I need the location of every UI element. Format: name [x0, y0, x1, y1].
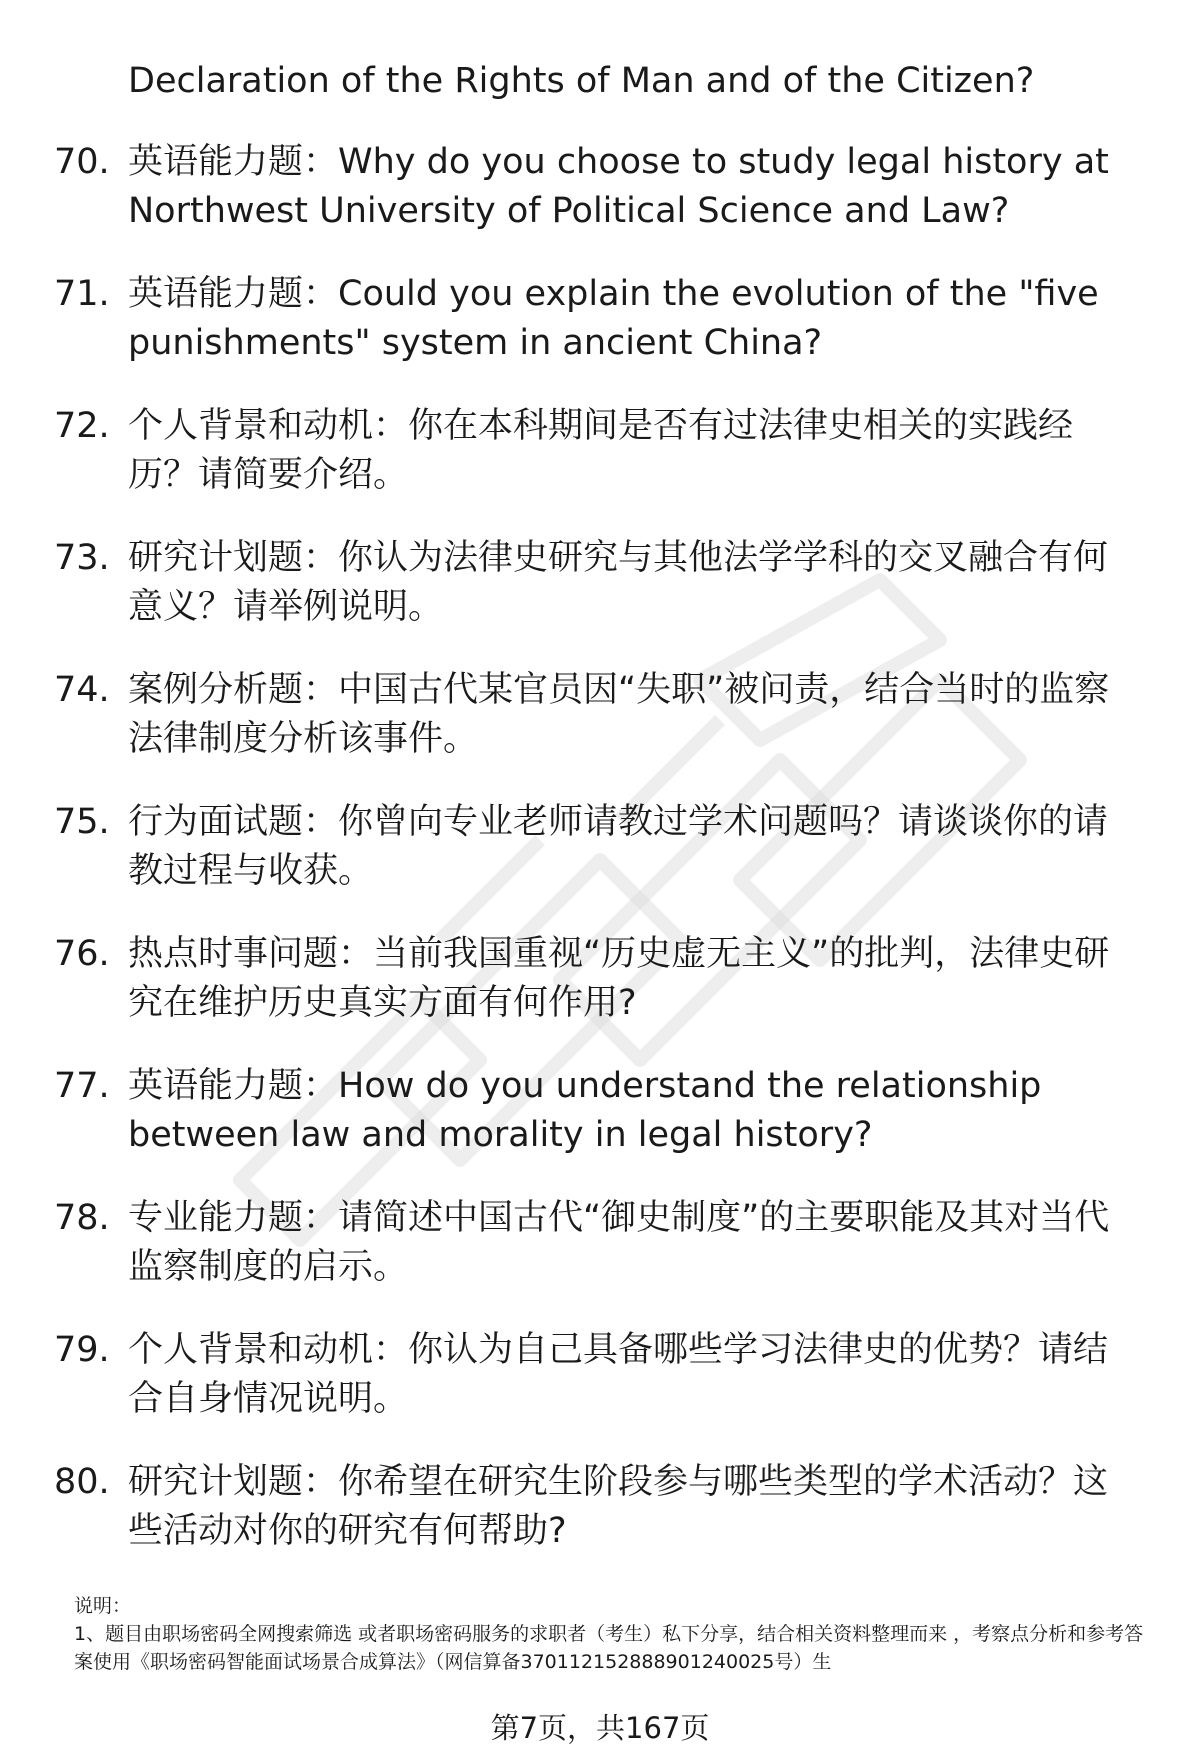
question-number: 70.: [54, 142, 110, 182]
notes-line: 1、题目由职场密码全网搜索筛选 或者职场密码服务的求职者（考生）私下分享，结合相关资料整理而来 ，考察点分析和参考答案使用《职场密码智能面试场景合成算法》（网信算备370112152888901240025号）生: [74, 1623, 1144, 1673]
notes-section: [74, 1592, 1154, 1676]
question-number: 80.: [54, 1462, 110, 1502]
list-item: [54, 270, 1154, 402]
notes-heading: 说明：: [74, 1595, 132, 1617]
list-item: [54, 1458, 1154, 1590]
page-number: 第7页，共167页: [490, 1711, 710, 1745]
question-number: 74.: [54, 670, 110, 710]
list-item: [54, 1194, 1154, 1326]
question-text: 个人背景和动机：你认为自己具备哪些学习法律史的优势？请结合自身情况说明。: [128, 1330, 1109, 1419]
question-text: 案例分析题：中国古代某官员因“失职”被问责，结合当时的监察法律制度分析该事件。: [128, 670, 1110, 759]
question-text: 英语能力题：How do you understand the relationship between law and morality in legal history?: [128, 1066, 1042, 1155]
question-number: 75.: [54, 802, 110, 842]
list-item: [54, 1326, 1154, 1458]
question-number: 79.: [54, 1330, 110, 1370]
list-item: [54, 138, 1154, 270]
question-number: 71.: [54, 274, 110, 314]
question-text: 专业能力题：请简述中国古代“御史制度”的主要职能及其对当代监察制度的启示。: [128, 1198, 1110, 1287]
question-text: 个人背景和动机：你在本科期间是否有过法律史相关的实践经历？请简要介绍。: [128, 406, 1074, 495]
list-item: [54, 798, 1154, 930]
question-text: 英语能力题：Why do you choose to study legal history at Northwest University of Political Science and Law?: [128, 142, 1109, 231]
question-text: 研究计划题：你希望在研究生阶段参与哪些类型的学术活动？这些活动对你的研究有何帮助?: [128, 1462, 1109, 1551]
question-continuation-text: Declaration of the Rights of Man and of the Citizen?: [128, 61, 1035, 101]
question-text: 热点时事问题：当前我国重视“历史虚无主义”的批判，法律史研究在维护历史真实方面有何作用?: [128, 934, 1110, 1023]
question-number: 76.: [54, 934, 110, 974]
question-number: 78.: [54, 1198, 110, 1238]
question-number: 77.: [54, 1066, 110, 1106]
list-item: [54, 534, 1154, 666]
list-item: [54, 666, 1154, 798]
question-list: [54, 138, 1154, 1590]
question-text: 英语能力题：Could you explain the evolution of the "five punishments" system in ancient China?: [128, 274, 1099, 363]
question-number: 72.: [54, 406, 110, 446]
question-number: 73.: [54, 538, 110, 578]
list-item: [54, 402, 1154, 534]
question-text: 行为面试题：你曾向专业老师请教过学术问题吗？请谈谈你的请教过程与收获。: [128, 802, 1109, 891]
list-item: [54, 930, 1154, 1062]
list-item: [54, 1062, 1154, 1194]
question-text: 研究计划题：你认为法律史研究与其他法学学科的交叉融合有何意义？请举例说明。: [128, 538, 1109, 627]
